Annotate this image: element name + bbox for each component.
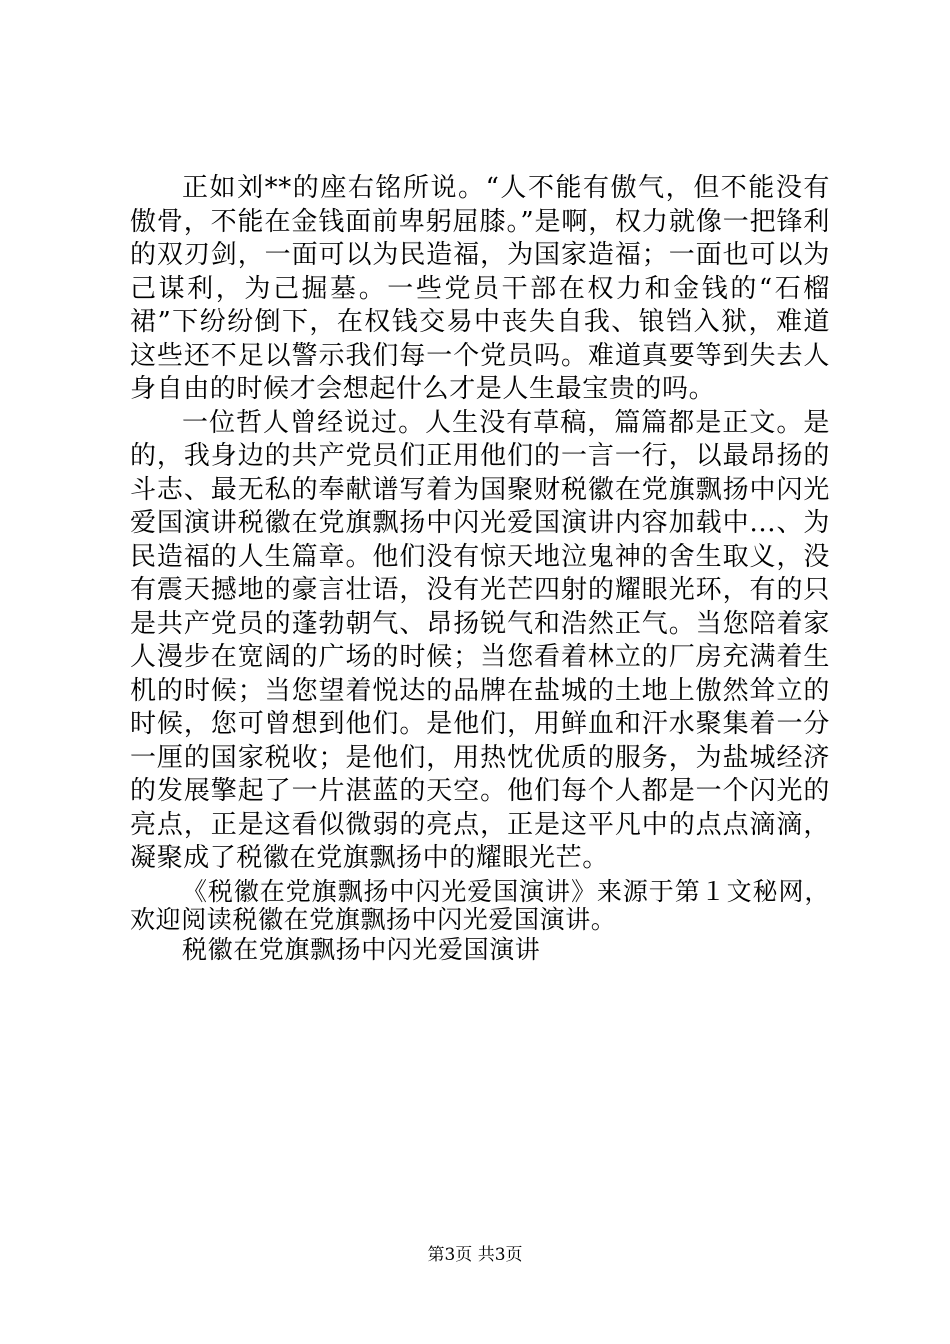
paragraph-philosopher: 一位哲人曾经说过。人生没有草稿，篇篇都是正文。是的，我身边的共产党员们正用他们的一言一行，以最昂扬的斗志、最无私的奉献谱写着为国聚财税徽在党旗飘扬中闪光爱国演讲税徽在党旗飘扬中闪光爱国演讲内容加载中...、为民造福的人生篇章。他们没有惊天地泣鬼神的舍生取义，没有震天撼地的豪言壮语，没有光芒四射的耀眼光环，有的只是共产党员的蓬勃朝气、昂扬锐气和浩然正气。当您陪着家人漫步在宽阔的广场的时候；当您看着林立的厂房充满着生机的时候；当您望着悦达的品牌在盐城的土地上傲然耸立的时候，您可曾想到他们。是他们，用鲜血和汗水聚集着一分一厘的国家税收；是他们，用热忱优质的服务，为盐城经济的发展擎起了一片湛蓝的天空。他们每个人都是一个闪光的亮点，正是这看似微弱的亮点，正是这平凡中的点点滴滴，凝聚成了税徽在党旗飘扬中的耀眼光芒。 (130, 407, 830, 873)
closing-title: 税徽在党旗飘扬中闪光爱国演讲 (182, 934, 541, 964)
page-number-footer: 第3页 共3页 (427, 1245, 523, 1265)
source-note: 《税徽在党旗飘扬中闪光爱国演讲》来源于第１文秘网，欢迎阅读税徽在党旗飘扬中闪光爱国演讲。 (130, 876, 830, 934)
paragraph-motto: 正如刘**的座右铭所说。“人不能有傲气，但不能没有傲骨，不能在金钱面前卑躬屈膝。”是啊，权力就像一把锋利的双刃剑，一面可以为民造福，为国家造福；一面也可以为己谋利，为己掘墓。一些党员干部在权力和金钱的“石榴裙”下纷纷倒下，在权钱交易中丧失自我、锒铛入狱，难道这些还不足以警示我们每一个党员吗。难道真要等到失去人身自由的时候才会想起什么才是人生最宝贵的吗。 (130, 173, 830, 404)
document-body (130, 172, 830, 966)
